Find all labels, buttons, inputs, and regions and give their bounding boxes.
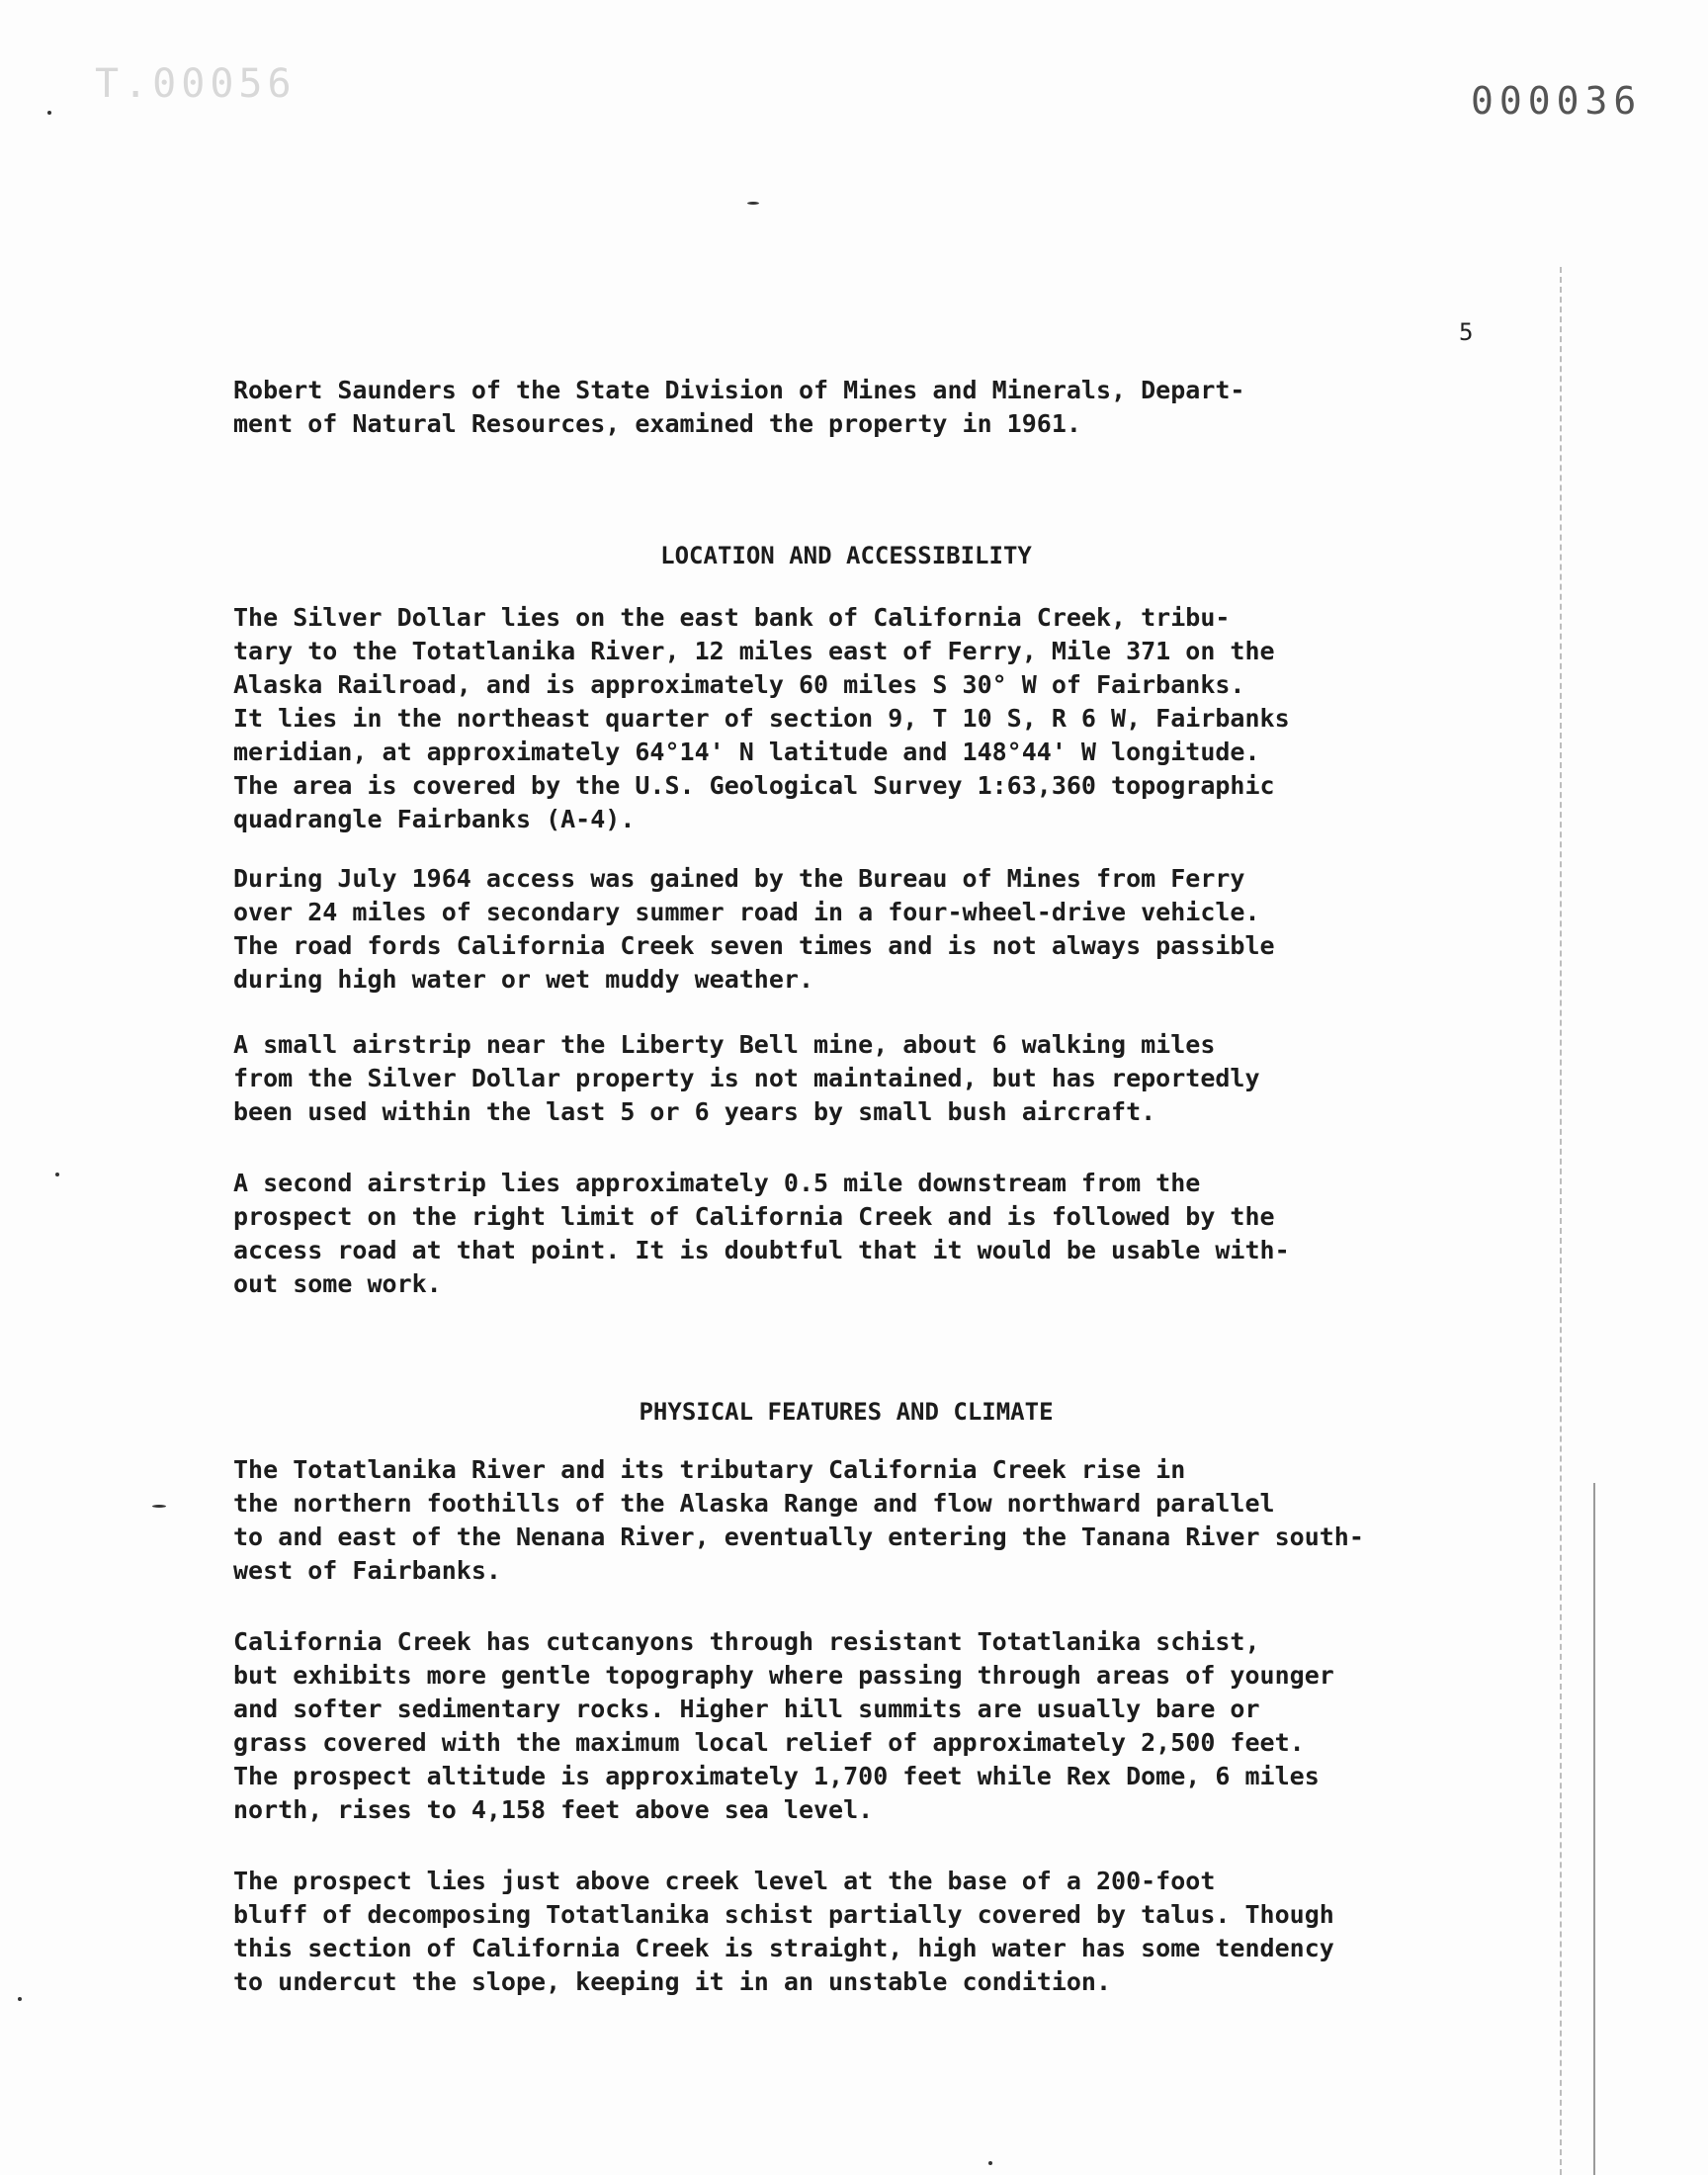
page-number: 5 [1459, 318, 1474, 346]
scan-speck [47, 111, 51, 115]
scan-edge-line-lower [1593, 1483, 1595, 2175]
paragraph-location-2: During July 1964 access was gained by the Bureau of Mines from Ferry over 24 miles of secondary summer road in a four-wheel-drive vehicle. The road fords California Creek seven times and is not always passible during high water or wet muddy weather. [233, 864, 1275, 994]
paragraph-location-1: The Silver Dollar lies on the east bank of California Creek, tribu- tary to the Totatlanika River, 12 miles east of Ferry, Mile 371 on the Alaska Railroad, and is approximately 60 miles S 30° W of Fairbanks. It lies in the northeast quarter of section 9, T 10 S, R 6 W, Fairbanks meridian, at approximately 64°14' N latitude and 148°44' W longitude. The area is covered by the U.S. Geological Survey 1:63,360 topographic quadrangle Fairbanks (A-4). [233, 603, 1290, 833]
paragraph-physical-3: The prospect lies just above creek level at the base of a 200-foot bluff of decomposing Totatlanika schist partially covered by talus. Though this section of California Creek is straight, high water has some tendency to undercut the slope, keeping it in an unstable condition. [233, 1867, 1334, 1996]
paragraph-physical-2: California Creek has cutcanyons through resistant Totatlanika schist, but exhibits more gentle topography where passing through areas of younger and softer sedimentary rocks. Higher hill summits are usually bare or grass covered with the maximum local relief of approximately 2,500 feet. The prospect altitude is approximately 1,700 feet while Rex Dome, 6 miles north, rises to 4,158 feet above sea level. [233, 1627, 1334, 1824]
paragraph-location-3: A small airstrip near the Liberty Bell mine, about 6 walking miles from the Silver Dollar property is not maintained, but has reportedly been used within the last 5 or 6 years by small bush aircraft. [233, 1030, 1260, 1126]
scan-edge-line [1560, 267, 1562, 2175]
faint-document-code: T.00056 [95, 61, 297, 107]
bates-stamp-number: 000036 [1471, 79, 1643, 123]
scan-speck [152, 1505, 166, 1508]
scan-speck [55, 1173, 59, 1176]
paragraph-location-4: A second airstrip lies approximately 0.5 mile downstream from the prospect on the right limit of California Creek and is followed by the access road at that point. It is doubtful that it would be usable with- out some work. [233, 1169, 1290, 1298]
section-heading-location: LOCATION AND ACCESSIBILITY [660, 542, 1032, 569]
intro-paragraph: Robert Saunders of the State Division of Mines and Minerals, Depart- ment of Natural Resources, examined the property in 1961. [233, 376, 1245, 438]
scan-speck [747, 202, 759, 205]
paragraph-physical-1: The Totatlanika River and its tributary California Creek rise in the northern foothills of the Alaska Range and flow northward parallel to and east of the Nenana River, eventually entering the Tanana River south- west of Fairbanks. [233, 1455, 1364, 1585]
section-heading-physical: PHYSICAL FEATURES AND CLIMATE [639, 1398, 1054, 1426]
scan-speck [18, 1997, 22, 2001]
scan-speck [988, 2161, 992, 2165]
